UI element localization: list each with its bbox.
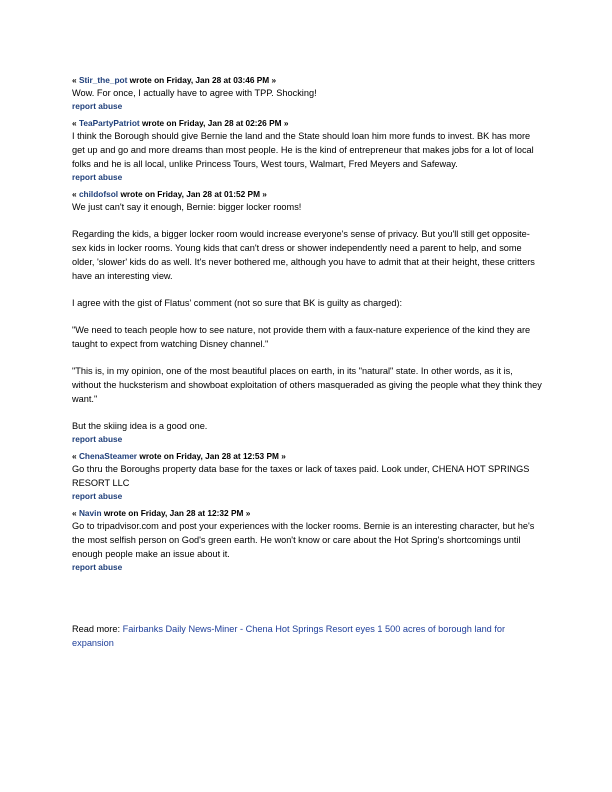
comment-header [72,450,542,462]
comment-paragraph: I think the Borough should give Bernie the land and the State should loan him more funds to invest. BK has more get up and go and more dreams than most people. He is the kind of entrepreneur that makes jobs for a lot of local folks and he is all local, unlike Princess Tours, West tours, Walmart, Fred Meyers and Safeway. [72,131,534,169]
comment-paragraph: We just can't say it enough, Bernie: bigger locker rooms! [72,202,302,212]
comment [72,450,542,503]
comment-paragraph: Go to tripadvisor.com and post your experiences with the locker rooms. Bernie is an interesting character, but he's the most selfish person on God's green earth. He won't know or care about the Hot Spring's shortcomings until enough people make an issue about it. [72,521,535,559]
report-abuse-link[interactable]: report abuse [72,434,123,444]
comment-timestamp: wrote on Friday, Jan 28 at 02:26 PM » [141,118,289,128]
comment-body [72,462,542,490]
comment-timestamp: wrote on Friday, Jan 28 at 12:53 PM » [139,451,286,461]
comment-header [72,74,542,86]
comment-prefix: « [72,75,77,85]
comment-username-link[interactable]: childofsol [78,189,119,199]
comment [72,507,542,574]
comment-prefix: « [72,451,77,461]
report-abuse-link[interactable]: report abuse [72,491,123,501]
comment-header [72,507,542,519]
comment-body [72,200,542,433]
comment-paragraph: Go thru the Boroughs property data base for the taxes or lack of taxes paid. Look under, CHENA HOT SPRINGS RESORT LLC [72,464,530,488]
comment-body [72,129,542,171]
comment-paragraph: But the skiing idea is a good one. [72,421,208,431]
report-abuse-link[interactable]: report abuse [72,172,123,182]
report-abuse-link[interactable]: report abuse [72,562,123,572]
comment-timestamp: wrote on Friday, Jan 28 at 03:46 PM » [129,75,277,85]
read-more [72,622,542,650]
read-more-link[interactable]: Fairbanks Daily News-Miner - Chena Hot Springs Resort eyes 1 500 acres of borough land for expansion [72,624,506,648]
comment-paragraph: Regarding the kids, a bigger locker room would increase everyone's sense of privacy. But you'll still get opposite-sex kids in locker rooms. Young kids that can't dress or shower independently need a parent to help, and some older, 'slower' kids do as well. It's never bothered me, although you have to admit that at their height, these critters have an interesting view. [72,229,535,281]
comment-header [72,117,542,129]
comment-body [72,519,542,561]
read-more-label: Read more: [72,624,121,634]
comment-prefix: « [72,508,77,518]
comment-header [72,188,542,200]
comment [72,74,542,113]
comment-username-link[interactable]: Stir_the_pot [78,75,128,85]
comment-username-link[interactable]: Navin [78,508,102,518]
comment-username-link[interactable]: ChenaSteamer [78,451,138,461]
comment-paragraph: Wow. For once, I actually have to agree with TPP. Shocking! [72,88,317,98]
comment-prefix: « [72,189,77,199]
comment-paragraph: "We need to teach people how to see nature, not provide them with a faux-nature experience of the kind they are taught to expect from watching Disney channel." [72,325,531,349]
comment-timestamp: wrote on Friday, Jan 28 at 01:52 PM » [120,189,267,199]
report-abuse-link[interactable]: report abuse [72,101,123,111]
comment-prefix: « [72,118,77,128]
comment [72,117,542,184]
comment-username-link[interactable]: TeaPartyPatriot [78,118,140,128]
comment [72,188,542,446]
comment-paragraph: "This is, in my opinion, one of the most beautiful places on earth, in its "natural" state. In other words, as it is, without the hucksterism and showboat exploitation of others masqueraded as giving the people what they think they want." [72,366,542,404]
comment-timestamp: wrote on Friday, Jan 28 at 12:32 PM » [103,508,251,518]
comment-paragraph: I agree with the gist of Flatus' comment (not so sure that BK is guilty as charged): [72,298,403,308]
comment-thread [72,70,542,574]
comment-body [72,86,542,100]
